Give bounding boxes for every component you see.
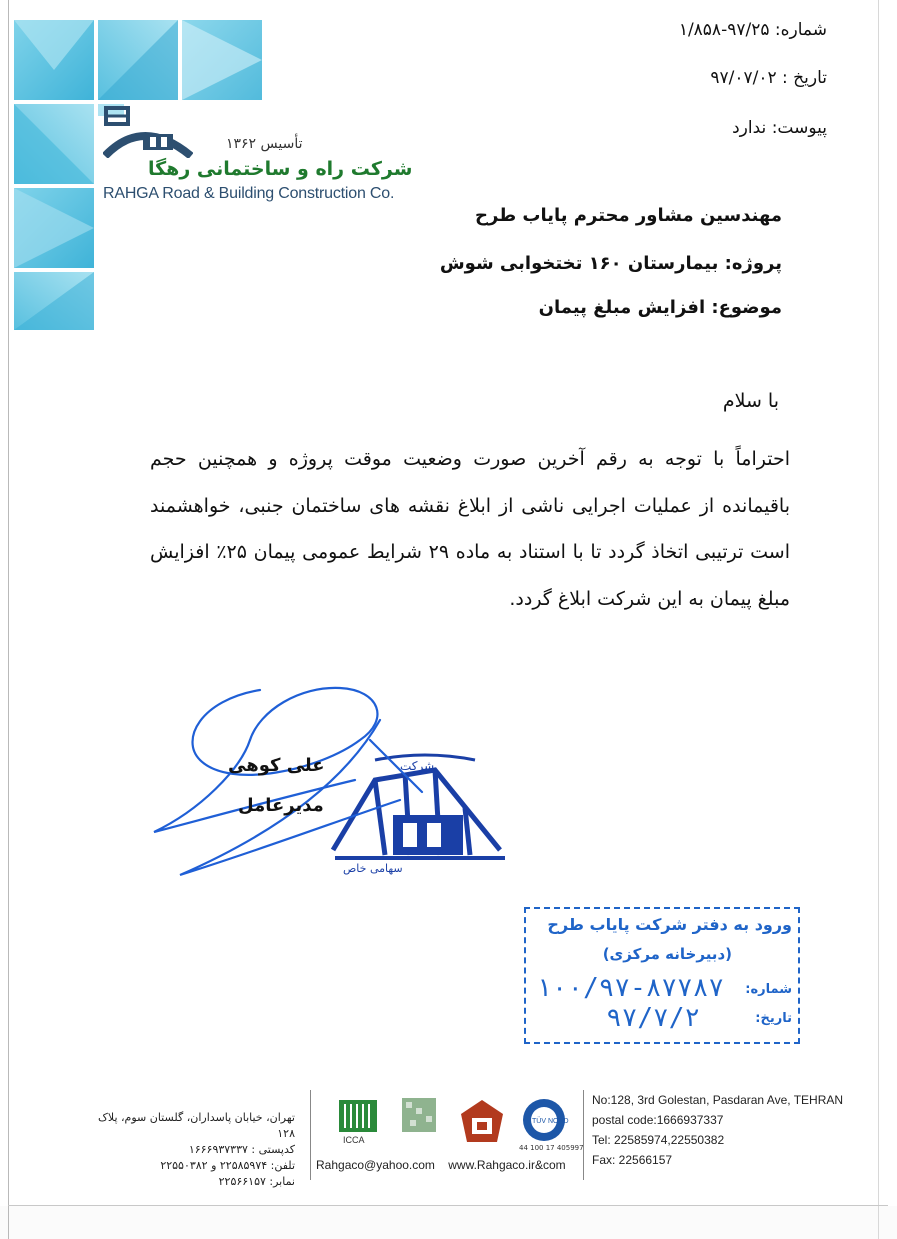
page-bottom-edge [8,1205,888,1206]
receipt-date-value: ۹۷/۷/۲ [606,1003,700,1033]
footer-tel-en: Tel: 22585974,22550382 [592,1133,725,1147]
footer-address-en: No:128, 3rd Golestan, Pasdaran Ave, TEHRAN [592,1093,844,1107]
footer-web [316,1158,566,1172]
addressee: مهندسین مشاور محترم پایاب طرح [475,205,782,226]
subject-line: موضوع: افزایش مبلغ پیمان [538,297,782,318]
footer-website: www.Rahgaco.ir&com [448,1158,566,1172]
syndicate-cert-icon [457,1096,507,1146]
footer-divider [583,1090,584,1180]
receipt-number-label: شماره: [745,982,792,997]
handwritten-signature [140,680,440,880]
footer-contact-fa [95,1110,295,1190]
attachment-value: ندارد [732,118,767,138]
letter-number [679,20,827,40]
association-cert-icon [400,1096,438,1134]
greeting: با سلام [722,390,779,412]
icca-label: ICCA [343,1135,365,1145]
letter-attachment [732,118,827,138]
receipt-title: ورود به دفتر شرکت پایاب طرح [547,915,792,934]
letter-date-value: ۹۷/۰۷/۰۲ [710,68,777,88]
page-right-edge [878,0,879,1239]
letter-number-label: شماره: [774,20,827,40]
receipt-date-label: تاریخ: [755,1011,792,1026]
stamp-company-text: شرکت [400,759,435,773]
company-name-fa: شرکت راه و ساختمانی رهگا [148,158,413,180]
company-name-en: RAHGA Road & Building Construction Co. [103,185,395,202]
letter-number-value: ۹۷/۲۵-۱/۸۵۸ [678,20,770,40]
footer-fax-fa: نمابر: ۲۲۵۶۶۱۵۷ [218,1175,295,1188]
footer-fax-en: Fax: 22566157 [592,1153,673,1167]
footer-address-fa: تهران، خیابان پاسداران، گلستان سوم، پلاک ۱۲۸ [98,1111,295,1140]
scan-margin [0,1206,897,1239]
footer-divider [310,1090,311,1180]
iso-label: TÜV NORD [532,1118,569,1125]
receipt-subtitle: (دبیرخانه مرکزی) [602,945,732,963]
page-left-edge [8,0,9,1239]
footer-phone-fa: تلفن: ۲۲۵۸۵۹۷۴ و ۲۲۵۵۰۳۸۲ [160,1159,295,1172]
stamp-subtext: سهامی خاص [343,862,403,875]
footer-postal-en: postal code:1666937337 [592,1113,724,1127]
signer-name: علی کوهی [228,755,325,776]
project-line: پروژه: بیمارستان ۱۶۰ تختخوابی شوش [439,253,782,274]
iso-cert-icon [519,1096,569,1146]
footer-contact-en [592,1090,843,1170]
footer-email: Rahgaco@yahoo.com [316,1158,435,1172]
letter-date-label: تاریخ : [782,68,827,88]
iso-code: 44 100 17 405997 [519,1144,584,1152]
signer-title: مدیرعامل [238,795,324,816]
receipt-stamp [524,907,800,1044]
company-logo-icon [103,106,193,158]
founded-year: تأسیس ۱۳۶۲ [226,136,303,152]
attachment-label: پیوست: [771,118,827,138]
letter-body: احتراماً با توجه به رقم آخرین صورت وضعیت موقت پروژه و همچنین حجم باقیمانده از عملیات اجرایی ناشی از ابلاغ نقشه های ساختمان جنبی، خواهشمند است ترتیبی اتخاذ گردد تا با استناد به ماده ۲۹ شرایط عمومی پیمان ۲۵٪ افزایش مبلغ پیمان به این شرکت ابلاغ گردد. [150,448,790,610]
footer-postal-fa: کدپستی : ۱۶۶۶۹۳۷۳۳۷ [188,1143,295,1156]
receipt-number-value: ۱۰۰/۹۷-۸۷۷۸۷ [536,973,724,1003]
letter-date [710,68,827,88]
icca-cert-icon [333,1096,383,1146]
